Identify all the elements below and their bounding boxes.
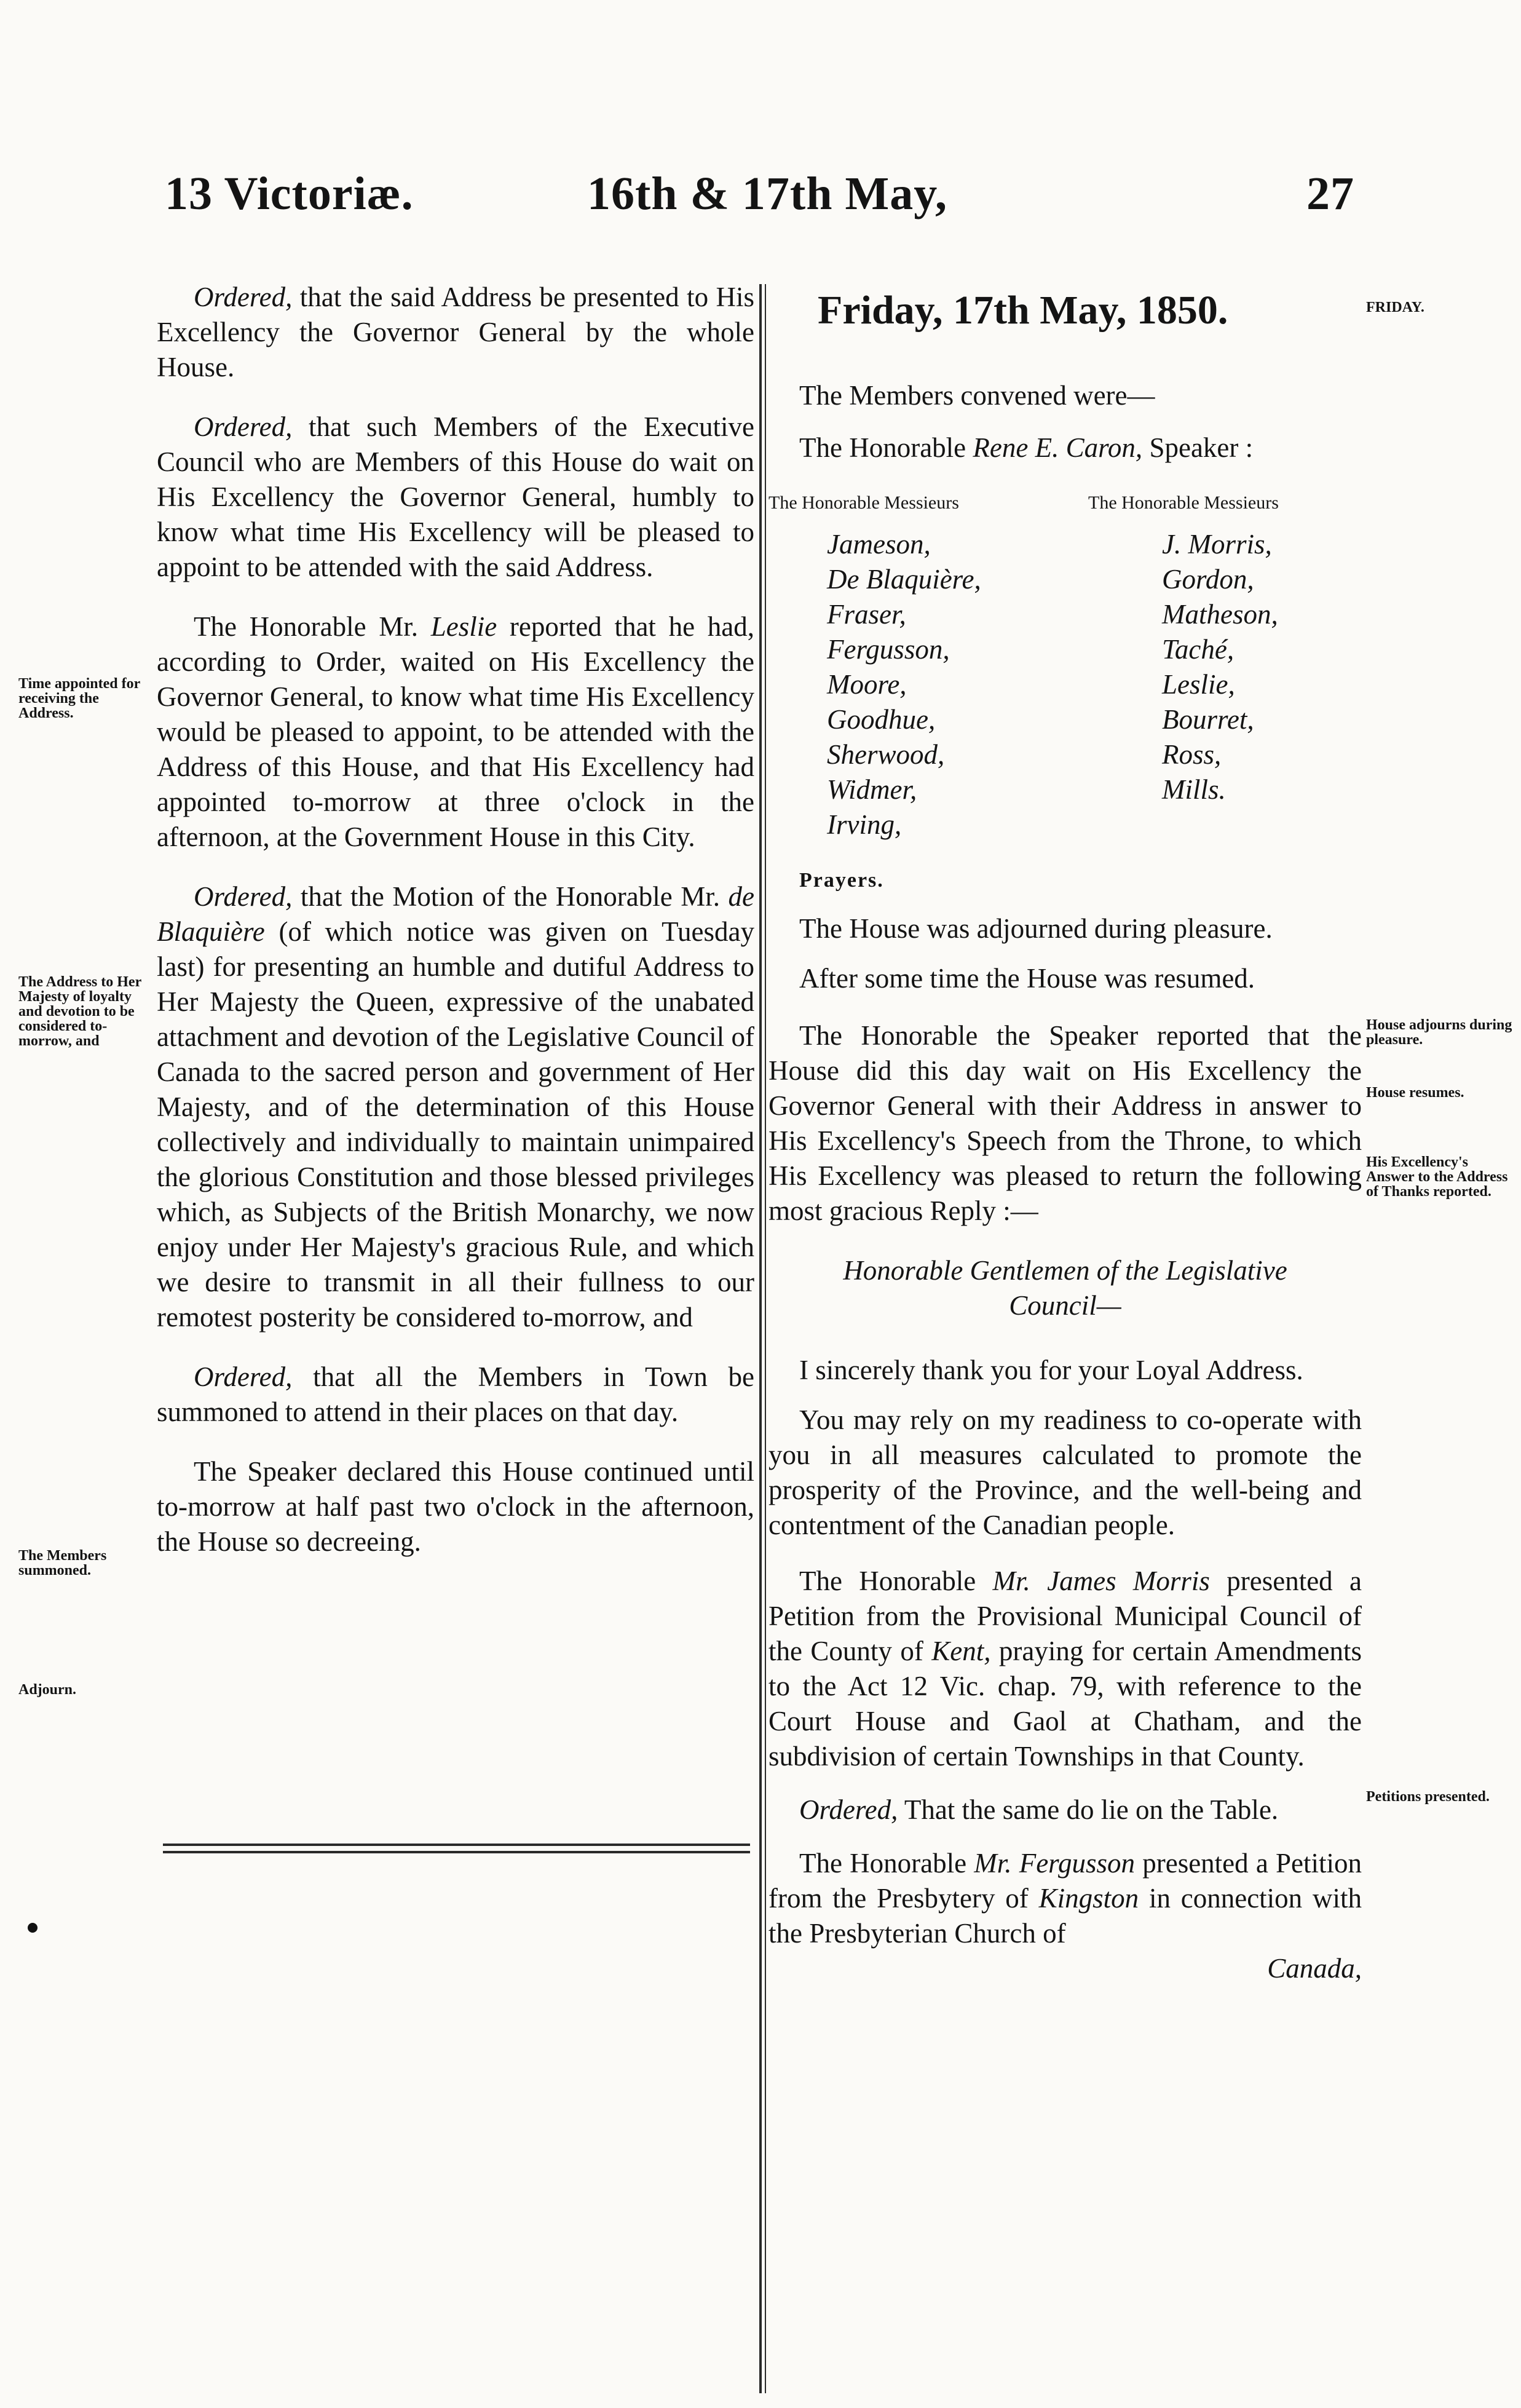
speaker-reported: The Honorable the Speaker reported that the House did this day wait on His Excellency the Governor General with their Address in answer to His Excellency's Speech from the Throne, to which His Excellency was pleased to return the following most gracious Reply :— xyxy=(768,1020,1362,1226)
member-name: Fraser, xyxy=(827,599,906,630)
house-adjourned: The House was adjourned during pleasure. xyxy=(799,913,1273,944)
paragraph-members-summoned: Ordered, that all the Members in Town be summoned to attend in their places on that day. xyxy=(157,1361,754,1427)
members-list-left xyxy=(827,527,981,842)
house-resumed: After some time the House was resumed. xyxy=(799,963,1255,994)
paragraph-motion-blaquiere: Ordered, that the Motion of the Honorable Mr. de Blaquière (of which notice was given on Tuesday last) for presenting an humble and dutiful Address to Her Majesty the Queen, expressive of the unabated attachment and devotion of the Legislative Council of Canada to the sacred person and government of Her Majesty, and of the determination of this House collectively and individually to maintain unimpaired the glorious Constitution and those blessed privileges which, as Subjects of the British Monarchy, we now enjoy under Her Majesty's gracious Rule, and which we desire to transmit in all their fullness to our remotest posterity be considered to-morrow, and xyxy=(157,881,754,1333)
margin-note-answer-reported: His Excellency's Answer to the Address of Thanks reported. xyxy=(1366,1154,1508,1200)
messieurs-right-head: The Honorable Messieurs xyxy=(1088,493,1279,513)
margin-note-house-adjourns: House adjourns during pleasure. xyxy=(1366,1017,1512,1048)
petition-fergusson: The Honorable Mr. Fergusson presented a Petition from the Presbytery of Kingston in connection with the Presbyterian Church of xyxy=(768,1848,1362,1949)
margin-note-house-resumes: House resumes. xyxy=(1366,1085,1464,1101)
right-column xyxy=(768,378,1362,1986)
member-name: Leslie, xyxy=(1162,669,1235,700)
end-rule-bottom xyxy=(163,1851,750,1853)
page-number: 27 xyxy=(1306,168,1354,220)
member-name: Mills. xyxy=(1162,774,1226,805)
margin-note-address-majesty: The Address to Her Majesty of loyalty and devotion to be considered to-morrow, and xyxy=(18,974,141,1049)
day-title: Friday, 17th May, 1850. xyxy=(818,288,1228,333)
paragraph-ordered-executive: Ordered, that such Members of the Executive Council who are Members of this House do wait on His Excellency the Governor General, humbly to know what time His Excellency will be pleased to appoint to be attended with the said Address. xyxy=(157,411,754,582)
column-divider-inner xyxy=(765,284,766,2393)
reply-paragraph-2: You may rely on my readiness to co-operate with you in all measures calculated to promote the prosperity of the Province, and the well-being and contentment of the Canadian people. xyxy=(768,1404,1362,1540)
end-rule-top xyxy=(163,1844,750,1846)
paragraph-ordered-address: Ordered, that the said Address be presented to His Excellency the Governor General by the whole House. xyxy=(157,282,754,382)
petition-morris: The Honorable Mr. James Morris presented a Petition from the Provisional Municipal Council of the County of Kent, praying for certain Amendments to the Act 12 Vic. chap. 79, with reference to the Court House and Gaol at Chatham, and the subdivision of certain Townships in that County. xyxy=(768,1566,1362,1772)
reply-salutation: Honorable Gentlemen of the Legislative Council— xyxy=(843,1255,1287,1321)
margin-note-time-appointed: Time appointed for receiving the Address. xyxy=(18,676,140,721)
speaker-line: The Honorable Rene E. Caron, Speaker : xyxy=(799,432,1254,463)
paragraph-speaker-declared: The Speaker declared this House continued until to-morrow at half past two o'clock in the afternoon, the House so decreeing. xyxy=(157,1456,754,1557)
ink-dot xyxy=(28,1923,38,1933)
margin-note-petitions: Petitions presented. xyxy=(1366,1789,1490,1805)
member-name: J. Morris, xyxy=(1162,529,1272,560)
margin-note-adjourn: Adjourn. xyxy=(18,1682,77,1698)
member-name: Jameson, xyxy=(827,529,931,560)
header-session: 13 Victoriæ. xyxy=(165,168,414,220)
member-name: Moore, xyxy=(827,669,907,700)
member-name: Irving, xyxy=(827,809,902,840)
left-column xyxy=(157,280,754,1559)
member-name: De Blaquière, xyxy=(827,564,981,595)
members-list xyxy=(768,527,1362,859)
member-name: Gordon, xyxy=(1162,564,1254,595)
messieurs-left-head: The Honorable Messieurs xyxy=(768,493,959,513)
member-name: Fergusson, xyxy=(827,634,950,665)
header-date: 16th & 17th May, xyxy=(587,168,947,220)
members-list-right xyxy=(1162,527,1278,807)
member-name: Widmer, xyxy=(827,774,917,805)
margin-note-friday: FRIDAY. xyxy=(1366,299,1424,315)
ordered-lie-on-table: Ordered, That the same do lie on the Table. xyxy=(799,1794,1279,1825)
member-name: Taché, xyxy=(1162,634,1235,665)
margin-note-members-summoned: The Members summoned. xyxy=(18,1548,107,1578)
member-name: Bourret, xyxy=(1162,704,1254,735)
paragraph-leslie-reported: The Honorable Mr. Leslie reported that he had, according to Order, waited on His Excellency the Governor General, to know what time His Excellency would be pleased to appoint, to be attended with the Address of this House, and that His Excellency had appointed to-morrow at three o'clock in the afternoon, at the Government House in this City. xyxy=(157,611,754,852)
column-divider xyxy=(759,284,762,2393)
member-name: Goodhue, xyxy=(827,704,936,735)
members-convened: The Members convened were— xyxy=(799,380,1155,411)
catchword: Canada, xyxy=(1267,1953,1362,1984)
messieurs-header xyxy=(768,479,1362,522)
reply-paragraph-1: I sincerely thank you for your Loyal Address. xyxy=(799,1355,1303,1385)
member-name: Sherwood, xyxy=(827,739,945,770)
prayers-heading: Prayers. xyxy=(799,869,884,892)
member-name: Matheson, xyxy=(1162,599,1278,630)
member-name: Ross, xyxy=(1162,739,1222,770)
